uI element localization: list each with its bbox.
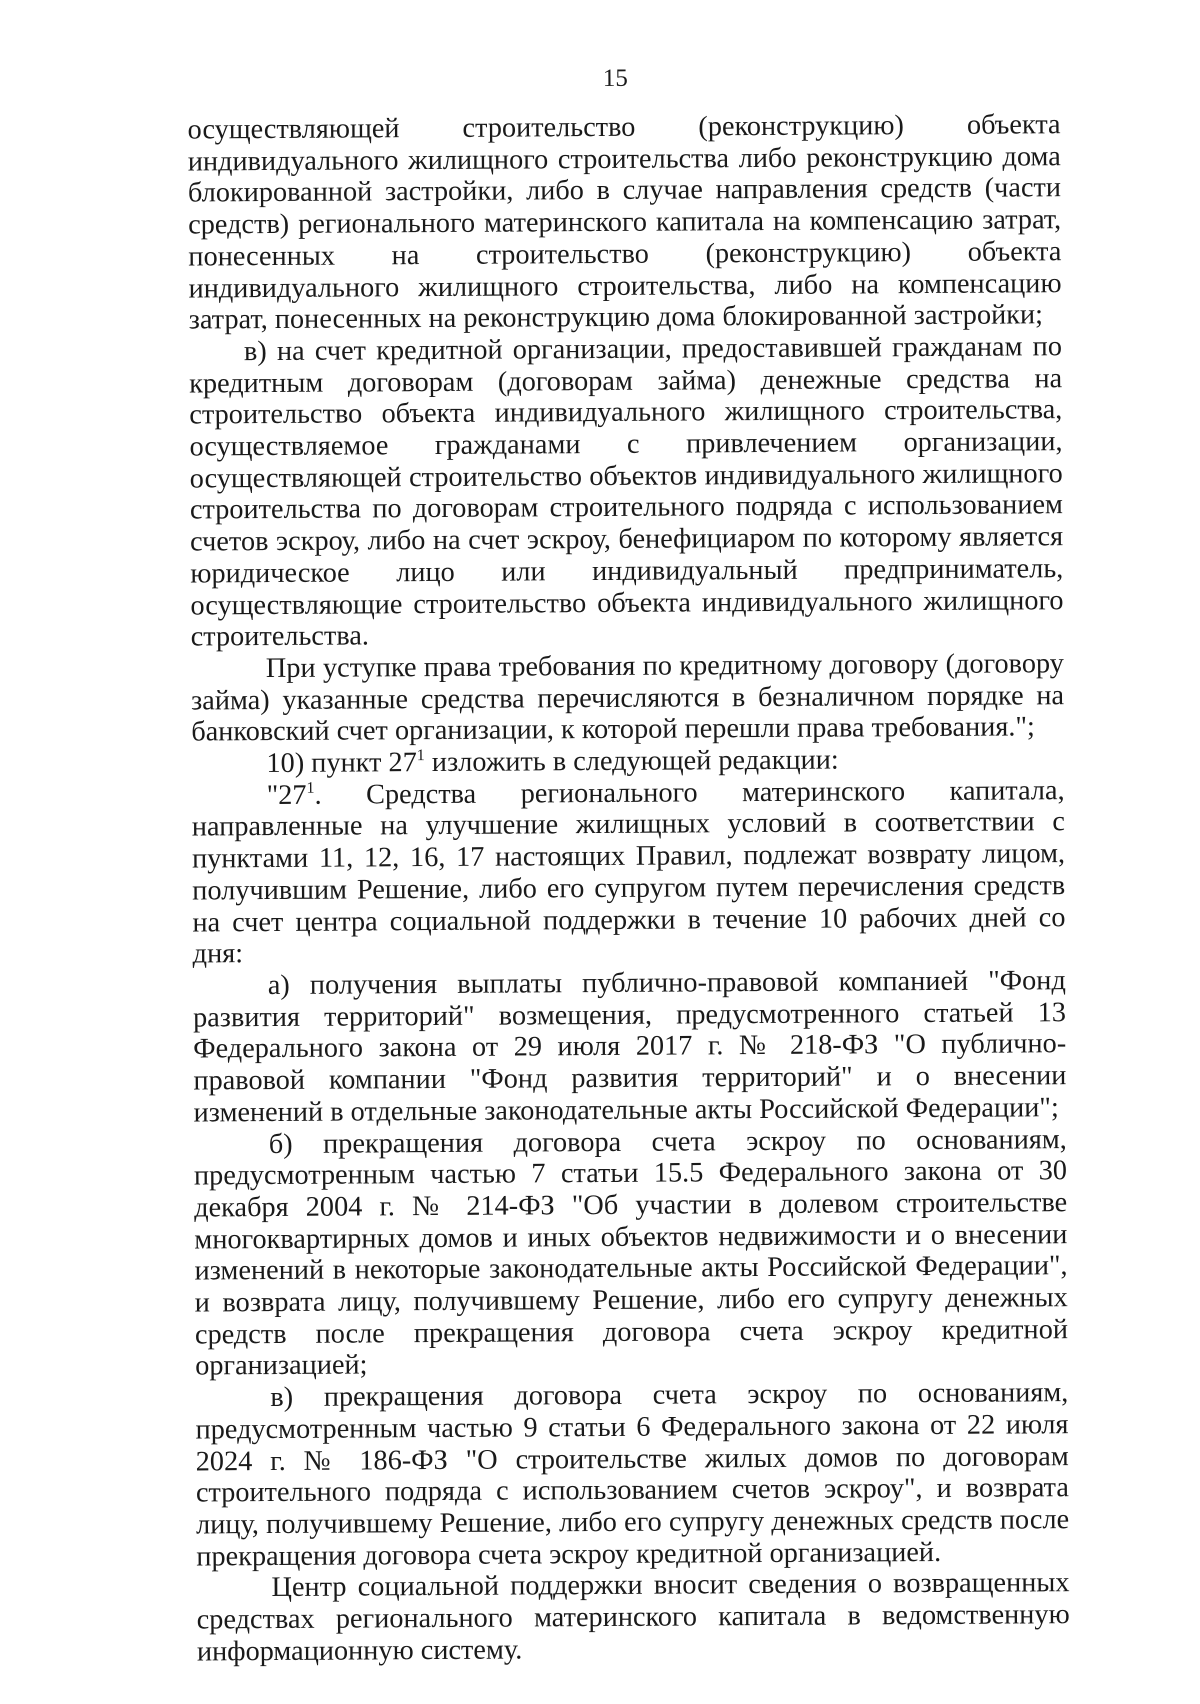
page-number: 15 [602, 64, 628, 92]
amendment-text-start: 10) пункт 27 [266, 747, 417, 780]
superscript-mark: 1 [306, 779, 315, 797]
paragraph-continuation: осуществляющей строительство (реконструкцию) объекта индивидуального жилищного строительства либо реконструкцию дома блокированной застройки, либо в случае направления средств (части средств) регионального материнского капитала на компенсацию затрат, понесенных на строительство (реконструкцию) объекта индивидуального жилищного строительства, либо на компенсацию затрат, понесенных на реконструкцию дома блокированной застройки; [187, 109, 1062, 336]
document-body [187, 109, 1069, 1668]
paragraph-assignment-of-claim: При уступке права требования по кредитному договору (договору займа) указанные средства перечисляются в безналичном порядке на банковский счет организации, к которой перешли права требования."; [190, 648, 1065, 748]
paragraph-point-27-1 [192, 775, 1066, 971]
paragraph-amendment-point-10 [191, 743, 1064, 780]
paragraph-item-a: а) получения выплаты публично-правовой компанией "Фонд развития территорий" возмещения, предусмотренного статьей 13 Федерального закона от 29 июля 2017 г. № 218-ФЗ "О публично-правовой компании "Фонд развития территорий" и о внесении изменений в отдельные законодательные акты Российской Федерации"; [192, 965, 1067, 1129]
superscript-mark: 1 [416, 747, 425, 765]
point-number-start: "27 [266, 779, 307, 811]
paragraph-item-b: б) прекращения договора счета эскроу по основаниям, предусмотренным частью 7 статьи 15.5 Федерального закона от 30 декабря 2004 г. № 214-ФЗ "Об участии в долевом строительстве многоквартирных домов и иных объектов недвижимости и о внесении изменений в некоторые законодательные акты Российской Федерации", и возврата лицу, получившему Решение, либо его супругу денежных средств после прекращения договора счета эскроу кредитной организацией; [193, 1123, 1069, 1382]
paragraph-item-v-account: в) на счет кредитной организации, предоставившей гражданам по кредитным договорам (договорам займа) денежные средства на строительство объекта индивидуального жилищного строительства, осуществляемое гражданами с привлечением организации, осуществляющей строительство объектов индивидуального жилищного строительства по договорам строительного подряда с использованием счетов эскроу, либо на счет эскроу, бенефициаром по которому является юридическое лицо или индивидуальный предприниматель, осуществляющие строительство объекта индивидуального жилищного строительства. [189, 331, 1064, 653]
amendment-text-end: изложить в следующей редакции: [424, 744, 839, 779]
paragraph-item-v: в) прекращения договора счета эскроу по основаниям, предусмотренным частью 9 статьи 6 Федерального закона от 22 июля 2024 г. № 186-ФЗ "О строительстве жилых домов по договорам строительного подряда с использованием счетов эскроу", и возврата лицу, получившему Решение, либо его супругу денежных средств после прекращения договора счета эскроу кредитной организацией. [195, 1377, 1070, 1573]
paragraph-information-system: Центр социальной поддержки вносит сведения о возвращенных средствах регионального материнского капитала в ведомственную информационную систему. [196, 1567, 1070, 1668]
point-text: . Средства регионального материнского капитала, направленные на улучшение жилищных условий в соответствии с пунктами 11, 12, 16, 17 настоящих Правил, подлежат возврату лицом, получившим Решение, либо его супругом путем перечисления средств на счет центра социальной поддержки в течение 10 рабочих дней со дня: [191, 774, 1066, 970]
